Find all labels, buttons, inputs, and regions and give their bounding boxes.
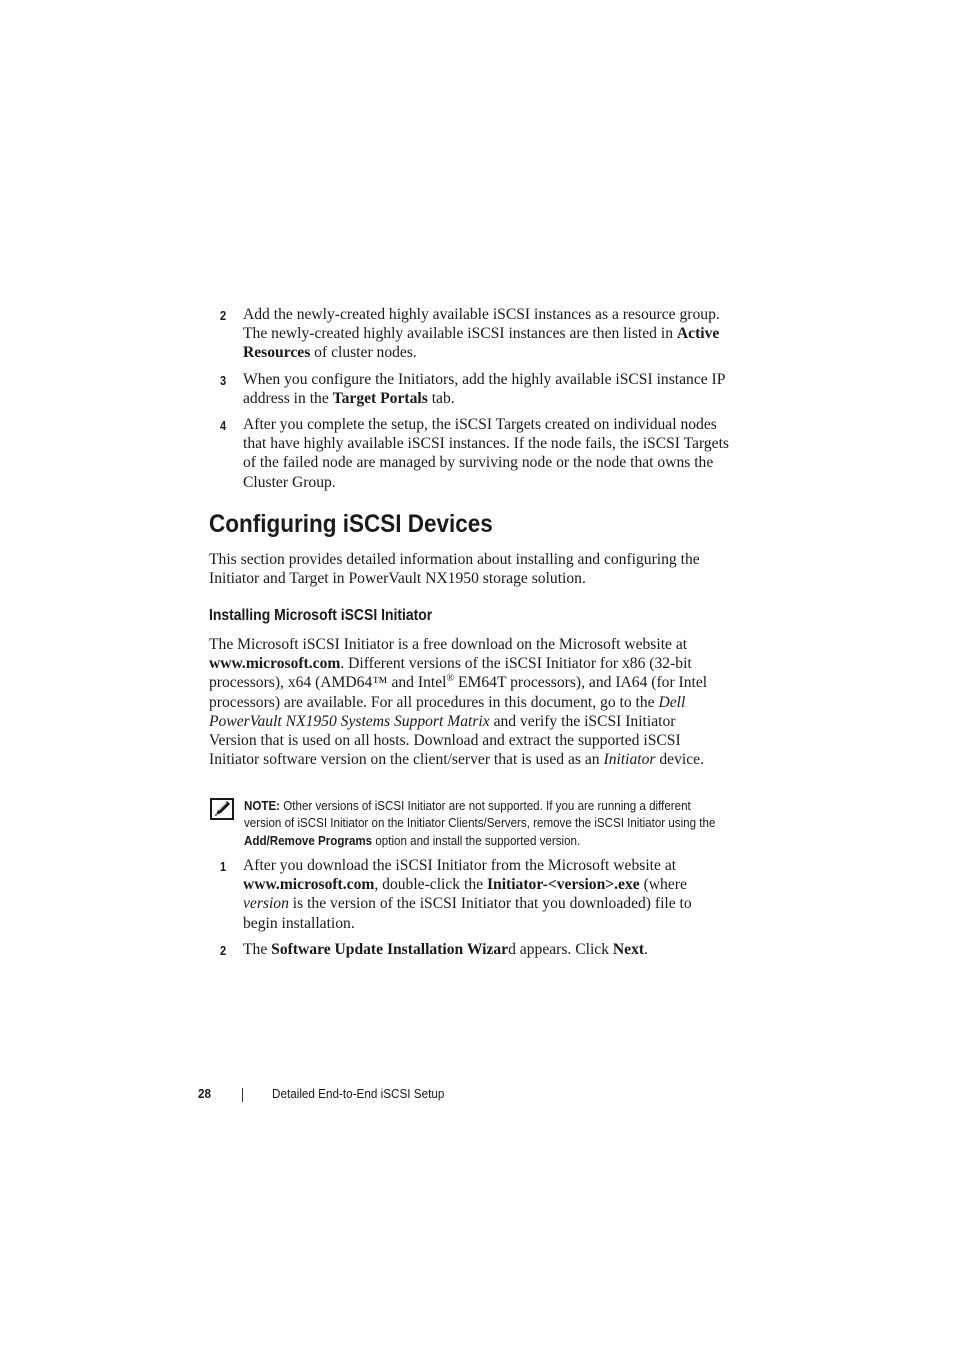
step-text: version bbox=[243, 895, 289, 913]
registered-mark: ® bbox=[446, 673, 455, 685]
step-text: The bbox=[243, 940, 272, 958]
step-text: tab. bbox=[427, 389, 455, 407]
step-text: www.microsoft.com bbox=[243, 876, 375, 894]
step-number: 1 bbox=[220, 859, 227, 874]
step-text: When you configure the Initiators, add the highly available iSCSI instance IP address in the bbox=[243, 370, 725, 407]
step-text: d appears. Click bbox=[508, 940, 613, 958]
microsoft-url: www.microsoft.com bbox=[209, 655, 341, 673]
note-pencil-icon bbox=[210, 798, 234, 820]
step-text: , double-click the bbox=[374, 876, 487, 894]
initiator-term: Initiator bbox=[603, 751, 656, 769]
note-body: option and install the supported version. bbox=[372, 833, 581, 848]
page-footer bbox=[198, 1085, 598, 1103]
intro-paragraph: This section provides detailed information about installing and configuring the Initiator and Target in PowerVault NX1950 storage solution. bbox=[209, 551, 700, 588]
section-heading: Configuring iSCSI Devices bbox=[209, 510, 493, 538]
note-block bbox=[210, 798, 730, 850]
step-number: 4 bbox=[220, 418, 227, 434]
step-item bbox=[209, 940, 729, 959]
step-text: is the version of the iSCSI Initiator that you downloaded) file to begin installation. bbox=[243, 895, 692, 932]
step-item bbox=[209, 305, 729, 363]
note-body: Other versions of iSCSI Initiator are not supported. If you are running a different version of iSCSI Initiator on the Initiator Clients/Servers, remove the iSCSI Initiator using the bbox=[244, 799, 716, 831]
step-text: Active Resources bbox=[243, 325, 720, 362]
step-item bbox=[209, 856, 729, 933]
step-number: 3 bbox=[220, 372, 227, 388]
step-text: (where bbox=[639, 876, 687, 894]
add-remove-programs: Add/Remove Programs bbox=[244, 833, 373, 848]
step-number: 2 bbox=[220, 308, 227, 323]
step-text: Add the newly-created highly available iSCSI instances as a resource group. The newly-created highly available iSCSI instances are then listed in bbox=[243, 306, 720, 343]
steps-list-bottom bbox=[209, 856, 729, 966]
steps-list-top bbox=[209, 305, 729, 499]
subsection-heading: Installing Microsoft iSCSI Initiator bbox=[209, 607, 433, 624]
step-text: Initiator-<version>.exe bbox=[486, 876, 640, 894]
body-text: EM64T processors), and IA64 (for Intel processors) are available. For all procedures in this document, go to the bbox=[209, 674, 708, 711]
step-number: 2 bbox=[220, 942, 227, 958]
body-text: The Microsoft iSCSI Initiator is a free download on the Microsoft website at bbox=[209, 636, 688, 653]
body-paragraph bbox=[209, 635, 721, 769]
step-item bbox=[209, 415, 729, 492]
page-number: 28 bbox=[198, 1086, 212, 1101]
step-text: After you download the iSCSI Initiator from the Microsoft website at bbox=[243, 857, 677, 874]
step-text: Target Portals bbox=[332, 389, 428, 407]
step-text: Software Update Installation Wizar bbox=[271, 940, 509, 958]
body-text: . Different versions of the iSCSI Initiator for x86 (32-bit processors), x64 (AMD64™ and Intel bbox=[209, 655, 692, 692]
step-text: Next bbox=[612, 940, 645, 958]
body-text: device. bbox=[655, 751, 704, 769]
support-matrix-title: Dell PowerVault NX1950 Systems Support Matrix bbox=[209, 693, 686, 730]
note-text bbox=[244, 798, 728, 850]
body-text: and verify the iSCSI Initiator Version that is used on all hosts. Download and extract the supported iSCSI Initiator software version on the client/server that is used as an bbox=[209, 712, 681, 769]
step-text: of cluster nodes. bbox=[310, 344, 417, 362]
footer-divider bbox=[242, 1088, 243, 1102]
footer-title: Detailed End-to-End iSCSI Setup bbox=[272, 1086, 445, 1101]
note-label: NOTE: bbox=[244, 799, 281, 813]
step-text: After you complete the setup, the iSCSI Targets created on individual nodes that have highly available iSCSI instances. If the node fails, the iSCSI Targets of the failed node are managed by surviving node or the node that owns the Cluster Group. bbox=[243, 416, 729, 491]
step-text: . bbox=[644, 940, 648, 958]
step-item bbox=[209, 370, 729, 408]
